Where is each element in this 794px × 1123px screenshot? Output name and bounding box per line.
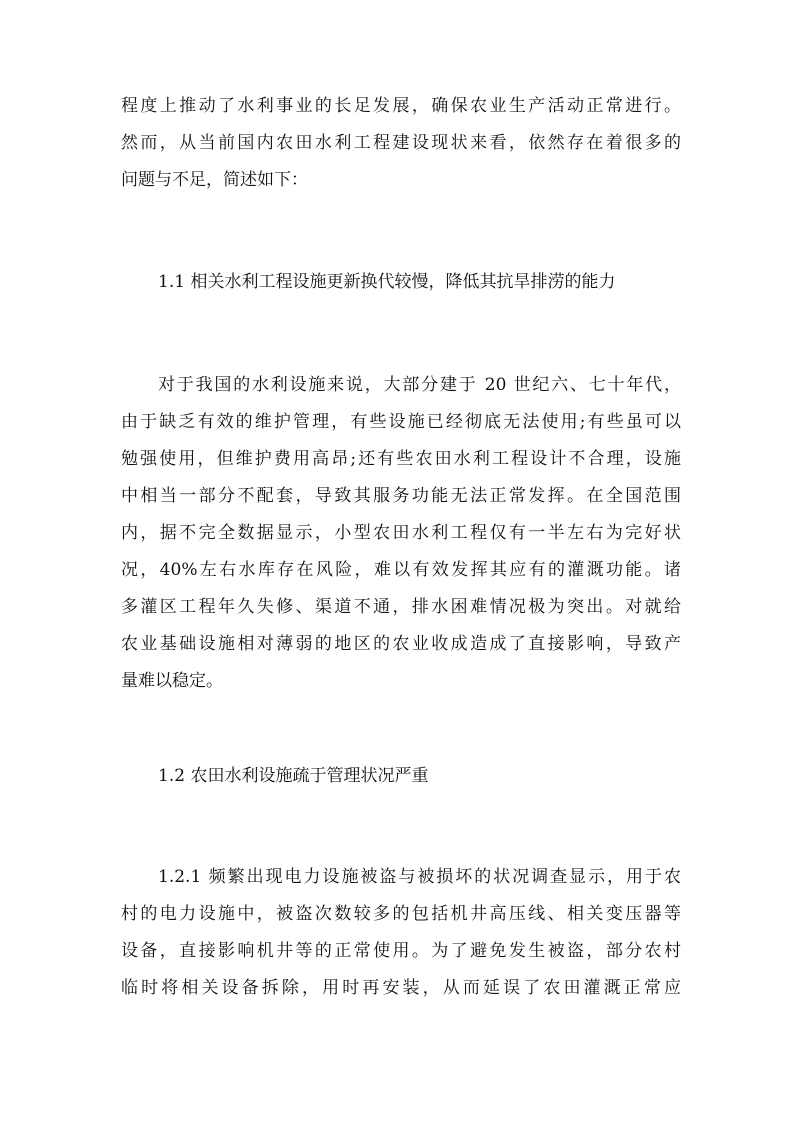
body-text-line: 多灌区工程年久失修、渠道不通，排水困难情况极为突出。对就给 xyxy=(121,597,681,617)
body-text-line: 临时将相关设备拆除，用时再安装，从而延误了农田灌溉正常应 xyxy=(121,978,681,998)
body-text-line: 勉强使用，但维护费用高昂;还有些农田水利工程设计不合理，设施 xyxy=(121,449,681,469)
body-text-line: 中相当一部分不配套，导致其服务功能无法正常发挥。在全国范围 xyxy=(121,486,681,506)
body-text-line: 1.2.1 频繁出现电力设施被盗与被损坏的状况调查显示，用于农 xyxy=(158,867,681,887)
body-text-line: 由于缺乏有效的维护管理，有些设施已经彻底无法使用;有些虽可以 xyxy=(121,412,681,432)
section-heading-1-2: 1.2 农田水利设施疏于管理状况严重 xyxy=(158,766,429,786)
body-text-line: 设备，直接影响机井等的正常使用。为了避免发生被盗，部分农村 xyxy=(121,941,681,961)
section-heading-1-1: 1.1 相关水利工程设施更新换代较慢，降低其抗旱排涝的能力 xyxy=(158,272,616,292)
body-text-line: 量难以稳定。 xyxy=(121,671,223,691)
body-text-line: 村的电力设施中，被盗次数较多的包括机井高压线、相关变压器等 xyxy=(121,904,681,924)
body-text-line: 对于我国的水利设施来说，大部分建于 20 世纪六、七十年代， xyxy=(158,375,681,395)
body-text-line: 问题与不足，简述如下： xyxy=(121,170,308,190)
body-text-line: 内，据不完全数据显示，小型农田水利工程仅有一半左右为完好状 xyxy=(121,523,681,543)
body-text-line: 然而，从当前国内农田水利工程建设现状来看，依然存在着很多的 xyxy=(121,133,681,153)
body-text-line: 农业基础设施相对薄弱的地区的农业收成造成了直接影响，导致产 xyxy=(121,634,681,654)
body-text-line: 况，40%左右水库存在风险，难以有效发挥其应有的灌溉功能。诸 xyxy=(121,560,681,580)
body-text-line: 程度上推动了水利事业的长足发展，确保农业生产活动正常进行。 xyxy=(121,96,681,116)
